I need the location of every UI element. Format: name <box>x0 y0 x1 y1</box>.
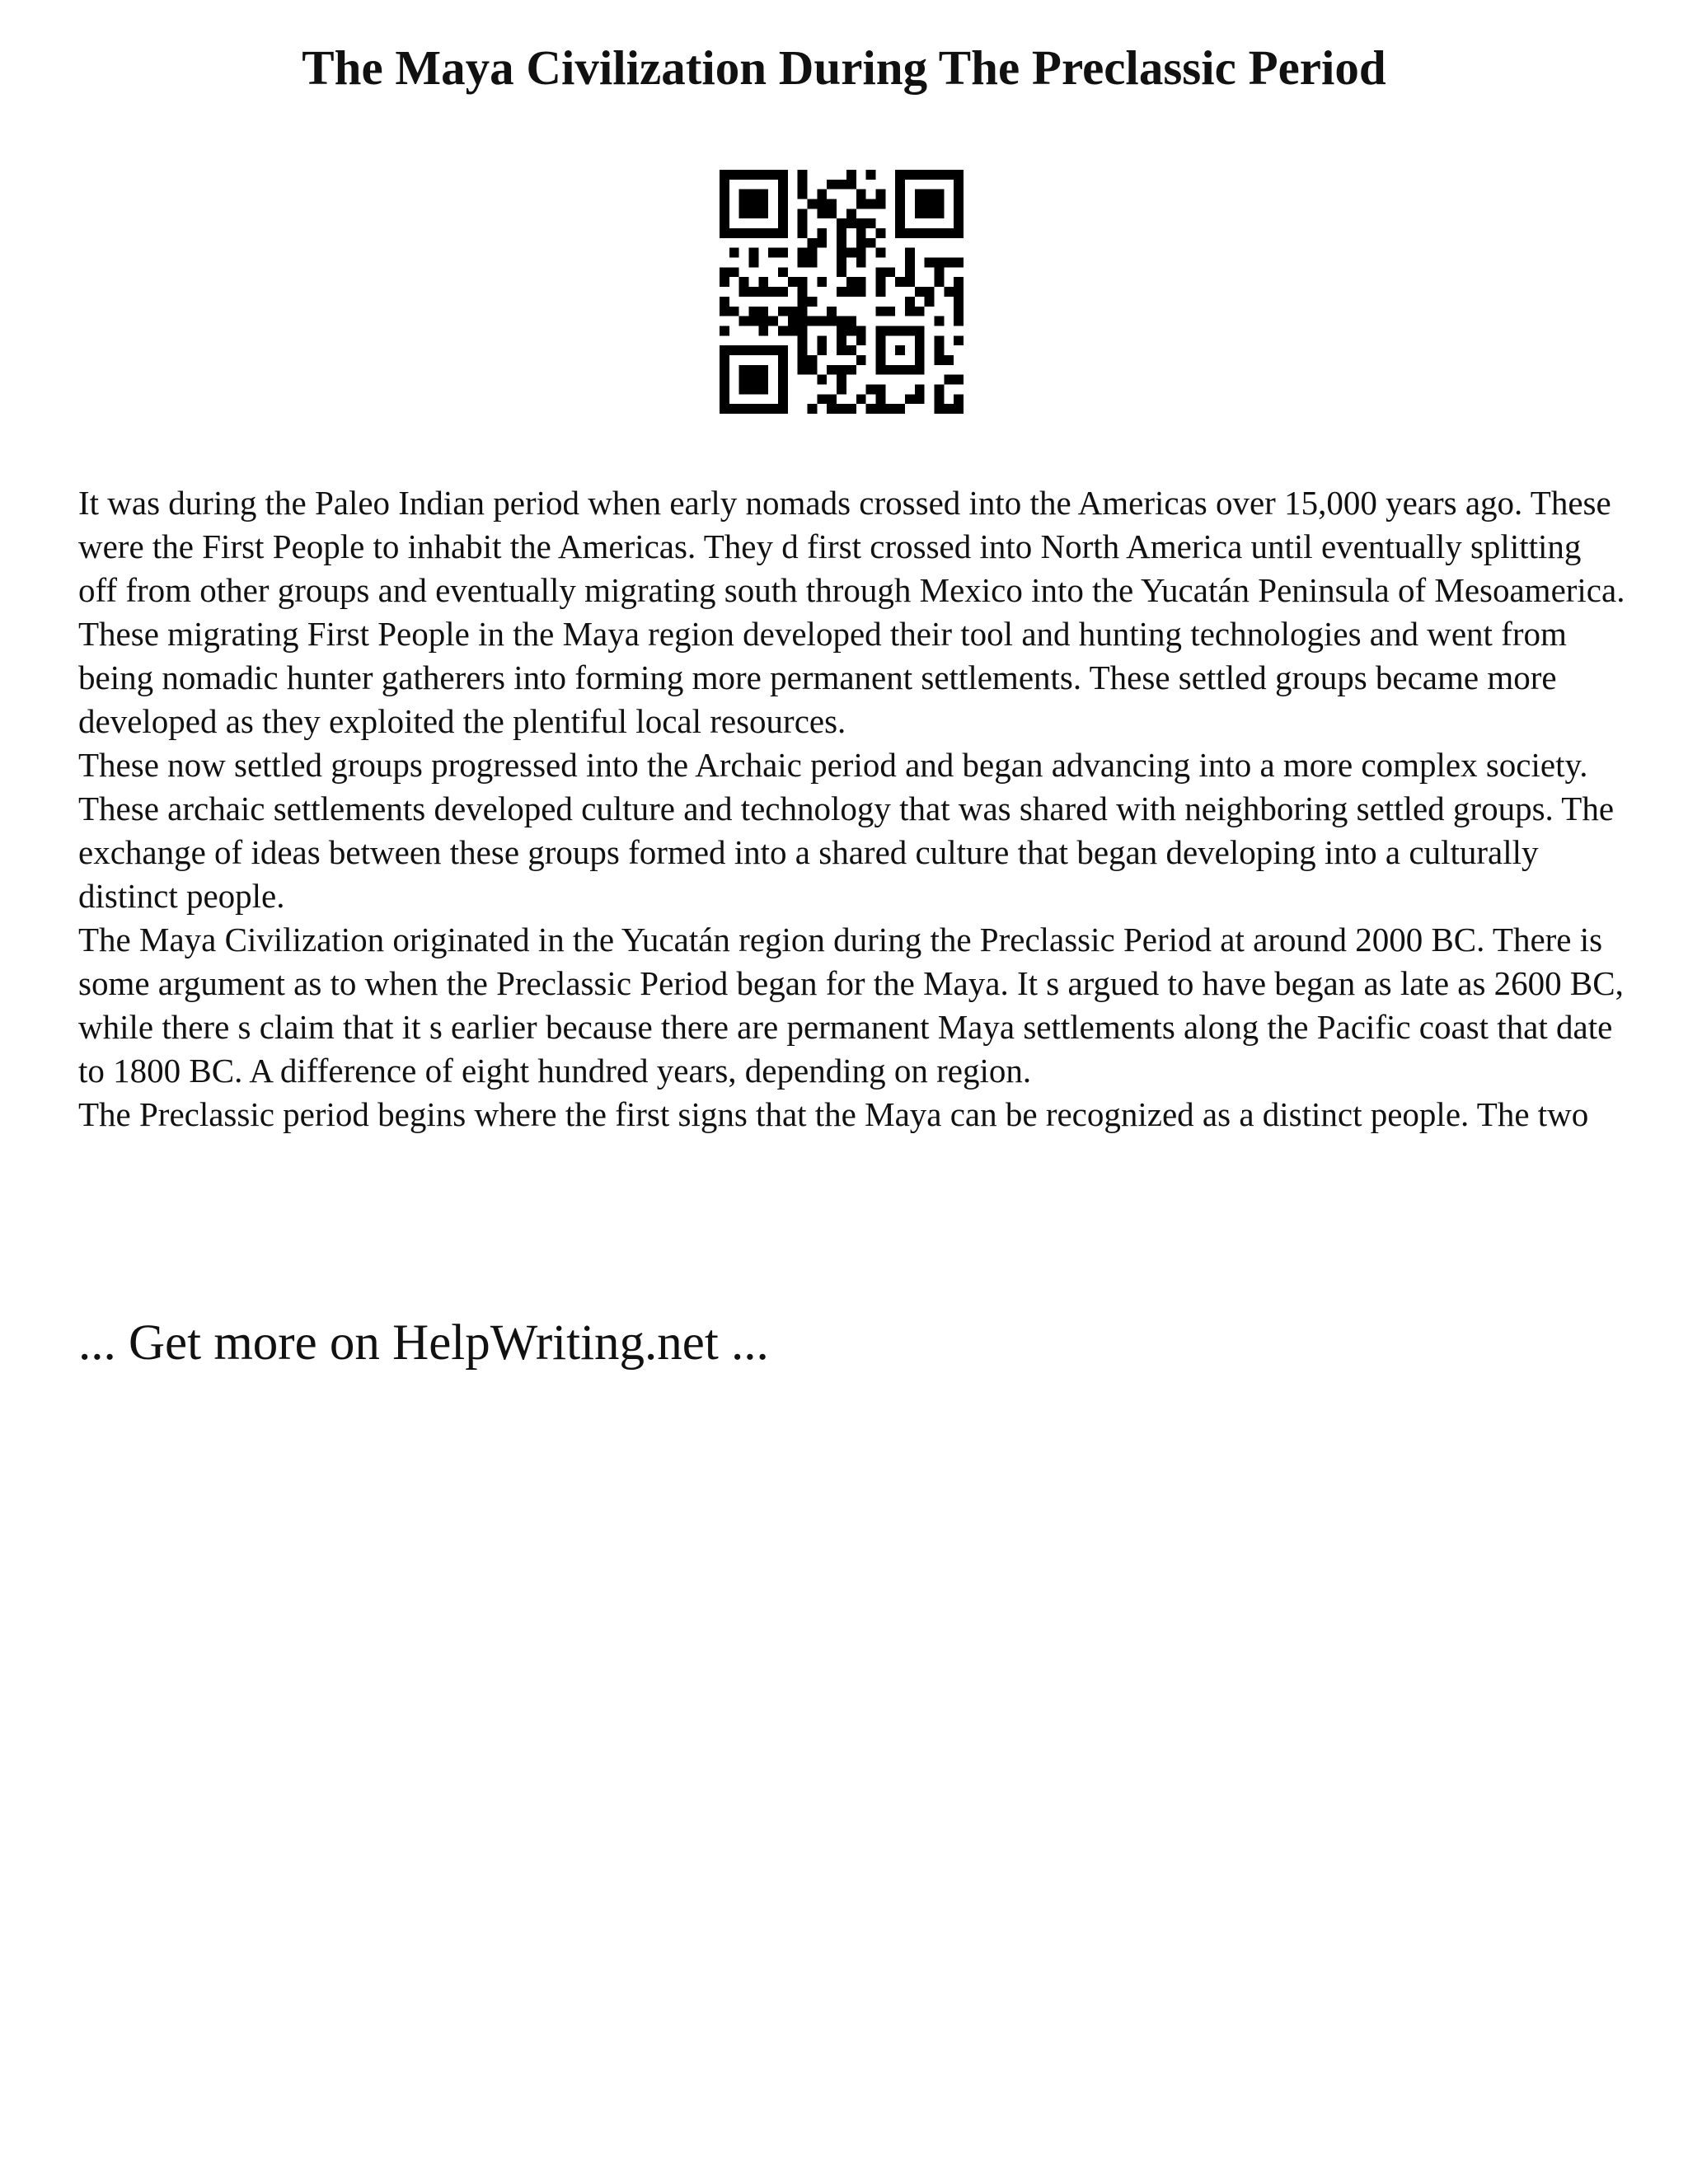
qr-code-icon[interactable] <box>720 170 964 414</box>
qr-code-graphic <box>720 170 964 414</box>
paragraph: These now settled groups progressed into the Archaic period and began advancing into a more complex society. These archaic settlements developed culture and technology that was shared with neighboring settled groups. The exchange of ideas between these groups formed into a shared culture that began developing into a culturally distinct people. <box>78 746 1615 915</box>
page-title: The Maya Civilization During The Preclassic Period <box>302 40 1386 95</box>
paragraph: The Preclassic period begins where the first signs that the Maya can be recognized as a distinct people. The two <box>78 1095 1589 1133</box>
article-body <box>78 481 1628 1137</box>
paragraph: These migrating First People in the Maya region developed their tool and hunting technologies and went from being nomadic hunter gatherers into forming more permanent settlements. These settled groups became more developed as they exploited the plentiful local resources. <box>78 615 1567 740</box>
paragraph: The Maya Civilization originated in the Yucatán region during the Preclassic Period at around 2000 BC. There is some argument as to when the Preclassic Period began for the Maya. It s argued to have began as late as 2600 BC, while there s claim that it s earlier because there are permanent Maya settlements along the Pacific coast that date to 1800 BC. A difference of eight hundred years, depending on region. <box>78 921 1624 1090</box>
paragraph: It was during the Paleo Indian period when early nomads crossed into the Americas over 15,000 years ago. These were the First People to inhabit the Americas. They d first crossed into North America until eventually splitting off from other groups and eventually migrating south through Mexico into the Yucatán Peninsula of Mesoamerica. <box>78 484 1625 609</box>
get-more-link[interactable]: ... Get more on HelpWriting.net ... <box>78 1315 769 1371</box>
